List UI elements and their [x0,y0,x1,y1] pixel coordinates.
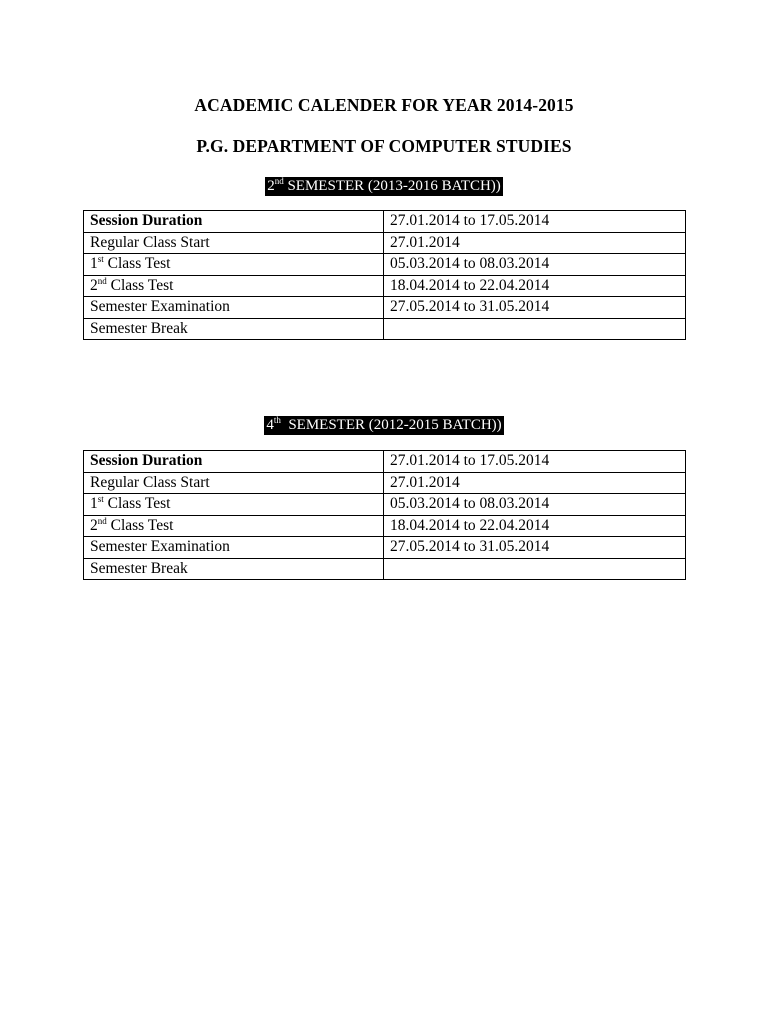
row-label-suffix: st [97,494,104,505]
table-row [84,451,686,473]
row-value: 27.05.2014 to 31.05.2014 [384,297,686,319]
semester-heading-wrap [0,416,768,435]
row-value: 27.05.2014 to 31.05.2014 [384,537,686,559]
semester-heading-text: SEMESTER (2013-2016 BATCH)) [283,178,501,194]
row-label: Semester Break [84,318,384,340]
table-row [84,254,686,276]
row-label-text: Class Test [106,516,174,534]
row-value: 05.03.2014 to 08.03.2014 [384,494,686,516]
table-row [84,494,686,516]
row-label: Regular Class Start [84,472,384,494]
semester-schedule-table [83,210,686,340]
row-label-number: 1 [90,495,98,513]
row-label-text: Class Test [106,276,174,294]
row-value: 18.04.2014 to 22.04.2014 [384,515,686,537]
table-row [84,297,686,319]
row-label [84,494,384,516]
semester-schedule-table [83,450,686,580]
row-label: Session Duration [84,451,384,473]
row-value: 27.01.2014 [384,232,686,254]
row-label-text: Class Test [103,495,171,513]
semester-heading [265,177,503,196]
semester-heading-text: SEMESTER (2012-2015 BATCH)) [280,417,502,433]
row-label: Semester Examination [84,537,384,559]
semester-ordinal-suffix: nd [274,176,284,186]
row-label [84,515,384,537]
document-title: ACADEMIC CALENDER FOR YEAR 2014-2015 [194,95,574,115]
row-label: Semester Examination [84,297,384,319]
semester-heading [264,416,503,435]
row-label-suffix: st [97,254,104,265]
semester-ordinal: 4 [266,417,274,433]
semester-heading-wrap [0,177,768,196]
row-value: 27.01.2014 to 17.05.2014 [384,451,686,473]
row-value [384,558,686,580]
table-row [84,211,686,233]
row-label-text: Class Test [103,255,171,273]
row-value: 27.01.2014 [384,472,686,494]
row-label-suffix: nd [97,275,107,286]
row-value: 27.01.2014 to 17.05.2014 [384,211,686,233]
row-label-number: 2 [90,516,98,534]
table-row [84,537,686,559]
table-row [84,232,686,254]
row-label-suffix: nd [97,515,107,526]
table-row [84,515,686,537]
row-value: 18.04.2014 to 22.04.2014 [384,275,686,297]
row-label-number: 1 [90,255,98,273]
row-label: Regular Class Start [84,232,384,254]
row-value: 05.03.2014 to 08.03.2014 [384,254,686,276]
row-value [384,318,686,340]
table-row [84,275,686,297]
department-title: P.G. DEPARTMENT OF COMPUTER STUDIES [196,136,572,156]
row-label: Session Duration [84,211,384,233]
row-label: Semester Break [84,558,384,580]
table-row [84,558,686,580]
row-label [84,254,384,276]
row-label-number: 2 [90,276,98,294]
table-row [84,318,686,340]
semester-ordinal-suffix: th [273,415,281,425]
row-label [84,275,384,297]
table-row [84,472,686,494]
semester-ordinal: 2 [267,178,275,194]
